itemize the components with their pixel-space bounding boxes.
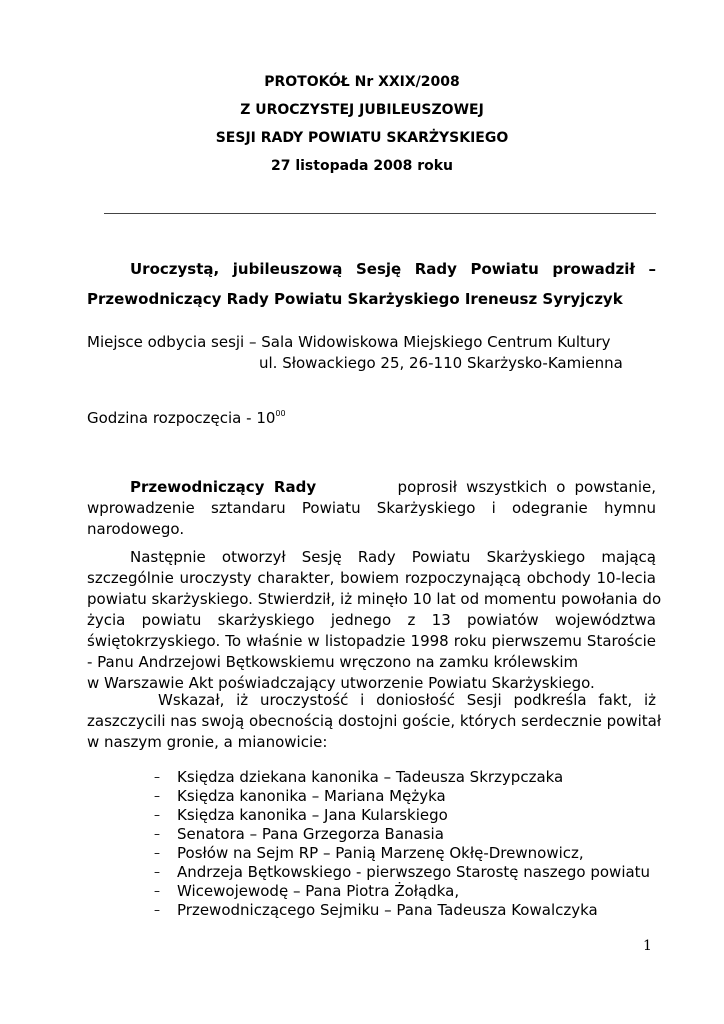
guest-list xyxy=(150,768,650,920)
list-bullet: – xyxy=(154,770,160,784)
intro-line-1: Uroczystą, jubileuszową Sesję Rady Powiatu prowadził – xyxy=(130,260,656,278)
paragraph-anniversary-line-6: - Panu Andrzejowi Bętkowskiemu wręczono na zamku królewskim xyxy=(87,653,579,671)
paragraph-opening-line-2: wprowadzenie sztandaru Powiatu Skarżyskiego i odegranie hymnu xyxy=(87,499,656,517)
list-bullet: – xyxy=(154,808,160,822)
paragraph-opening-line-3: narodowego. xyxy=(87,520,185,538)
paragraph-anniversary-line-7: w Warszawie Akt poświadczający utworzenie Powiatu Skarżyskiego. xyxy=(87,674,595,692)
paragraph-guests-line-2: zaszczycili nas swoją obecnością dostojni goście, których serdecznie powitał xyxy=(87,712,662,730)
list-item-text: Przewodniczącego Sejmiku – Pana Tadeusza Kowalczyka xyxy=(177,901,598,919)
list-item xyxy=(150,901,650,920)
start-hour xyxy=(87,408,656,429)
paragraph-anniversary-line-5: świętokrzyskiego. To właśnie w listopadzie 1998 roku pierwszemu Staroście xyxy=(87,632,656,650)
paragraph-anniversary-line-3: powiatu skarżyskiego. Stwierdził, iż minęło 10 lat od momentu powołania do xyxy=(87,590,662,608)
start-hour-sup: 00 xyxy=(275,409,286,418)
list-item xyxy=(150,825,650,844)
place-paragraph xyxy=(87,332,656,374)
title-line-2: Z UROCZYSTEJ JUBILEUSZOWEJ xyxy=(240,102,484,118)
paragraph-anniversary-line-4: życia powiatu skarżyskiego jednego z 13 powiatów województwa xyxy=(87,611,656,629)
list-item-text: Wicewojewodę – Pana Piotra Żołądka, xyxy=(177,882,460,900)
intro-line-2: Przewodniczący Rady Powiatu Skarżyskiego Ireneusz Syryjczyk xyxy=(87,290,623,308)
list-item-text: Księdza kanonika – Jana Kularskiego xyxy=(177,806,448,824)
paragraph-guests-intro xyxy=(87,690,662,753)
list-item-text: Senatora – Pana Grzegorza Banasia xyxy=(177,825,444,843)
horizontal-divider xyxy=(104,213,656,214)
list-bullet: – xyxy=(154,846,160,860)
title-line-1: PROTOKÓŁ Nr XXIX/2008 xyxy=(264,74,460,90)
list-item xyxy=(150,863,650,882)
list-item-text: Andrzeja Bętkowskiego - pierwszego Starostę naszego powiatu xyxy=(177,863,651,881)
paragraph-guests-line-1: Wskazał, iż uroczystość i doniosłość Sesji podkreśla fakt, iż xyxy=(158,691,656,709)
paragraph-anniversary-line-2: szczególnie uroczysty charakter, bowiem rozpoczynającą obchody 10-lecia xyxy=(87,569,656,587)
list-item xyxy=(150,806,650,825)
place-line-1: Miejsce odbycia sesji – Sala Widowiskowa Miejskiego Centrum Kultury xyxy=(87,333,611,351)
paragraph-guests-line-3: w naszym gronie, a mianowicie: xyxy=(87,733,328,751)
start-hour-label: Godzina rozpoczęcia - 10 xyxy=(87,409,276,427)
list-item xyxy=(150,882,650,901)
list-bullet: – xyxy=(154,884,160,898)
place-line-2: ul. Słowackiego 25, 26-110 Skarżysko-Kamienna xyxy=(259,354,623,372)
paragraph-anniversary-line-1: Następnie otworzył Sesję Rady Powiatu Skarżyskiego mającą xyxy=(130,548,656,566)
page-number: 1 xyxy=(643,938,652,954)
paragraph-opening-line-1 xyxy=(87,477,656,498)
chairman-bold-label: Przewodniczący Rady xyxy=(130,478,317,496)
title-line-3: SESJI RADY POWIATU SKARŻYSKIEGO xyxy=(215,130,509,146)
list-item-text: Księdza dziekana kanonika – Tadeusza Skrzypczaka xyxy=(177,768,564,786)
list-item-text: Posłów na Sejm RP – Panią Marzenę Okłę-Drewnowicz, xyxy=(177,844,584,862)
list-item xyxy=(150,768,650,787)
list-item xyxy=(150,844,650,863)
paragraph-anniversary xyxy=(87,547,662,694)
list-bullet: – xyxy=(154,827,160,841)
intro-paragraph xyxy=(130,254,656,284)
list-bullet: – xyxy=(154,903,160,917)
paragraph-opening-line-1-rest: poprosił wszystkich o powstanie, xyxy=(397,478,657,496)
paragraph-opening xyxy=(87,477,656,540)
list-item xyxy=(150,787,650,806)
intro-paragraph-2 xyxy=(87,284,656,314)
title-line-4: 27 listopada 2008 roku xyxy=(270,158,454,174)
document-title xyxy=(0,68,724,180)
list-item-text: Księdza kanonika – Mariana Mężyka xyxy=(177,787,446,805)
list-bullet: – xyxy=(154,789,160,803)
list-bullet: – xyxy=(154,865,160,879)
